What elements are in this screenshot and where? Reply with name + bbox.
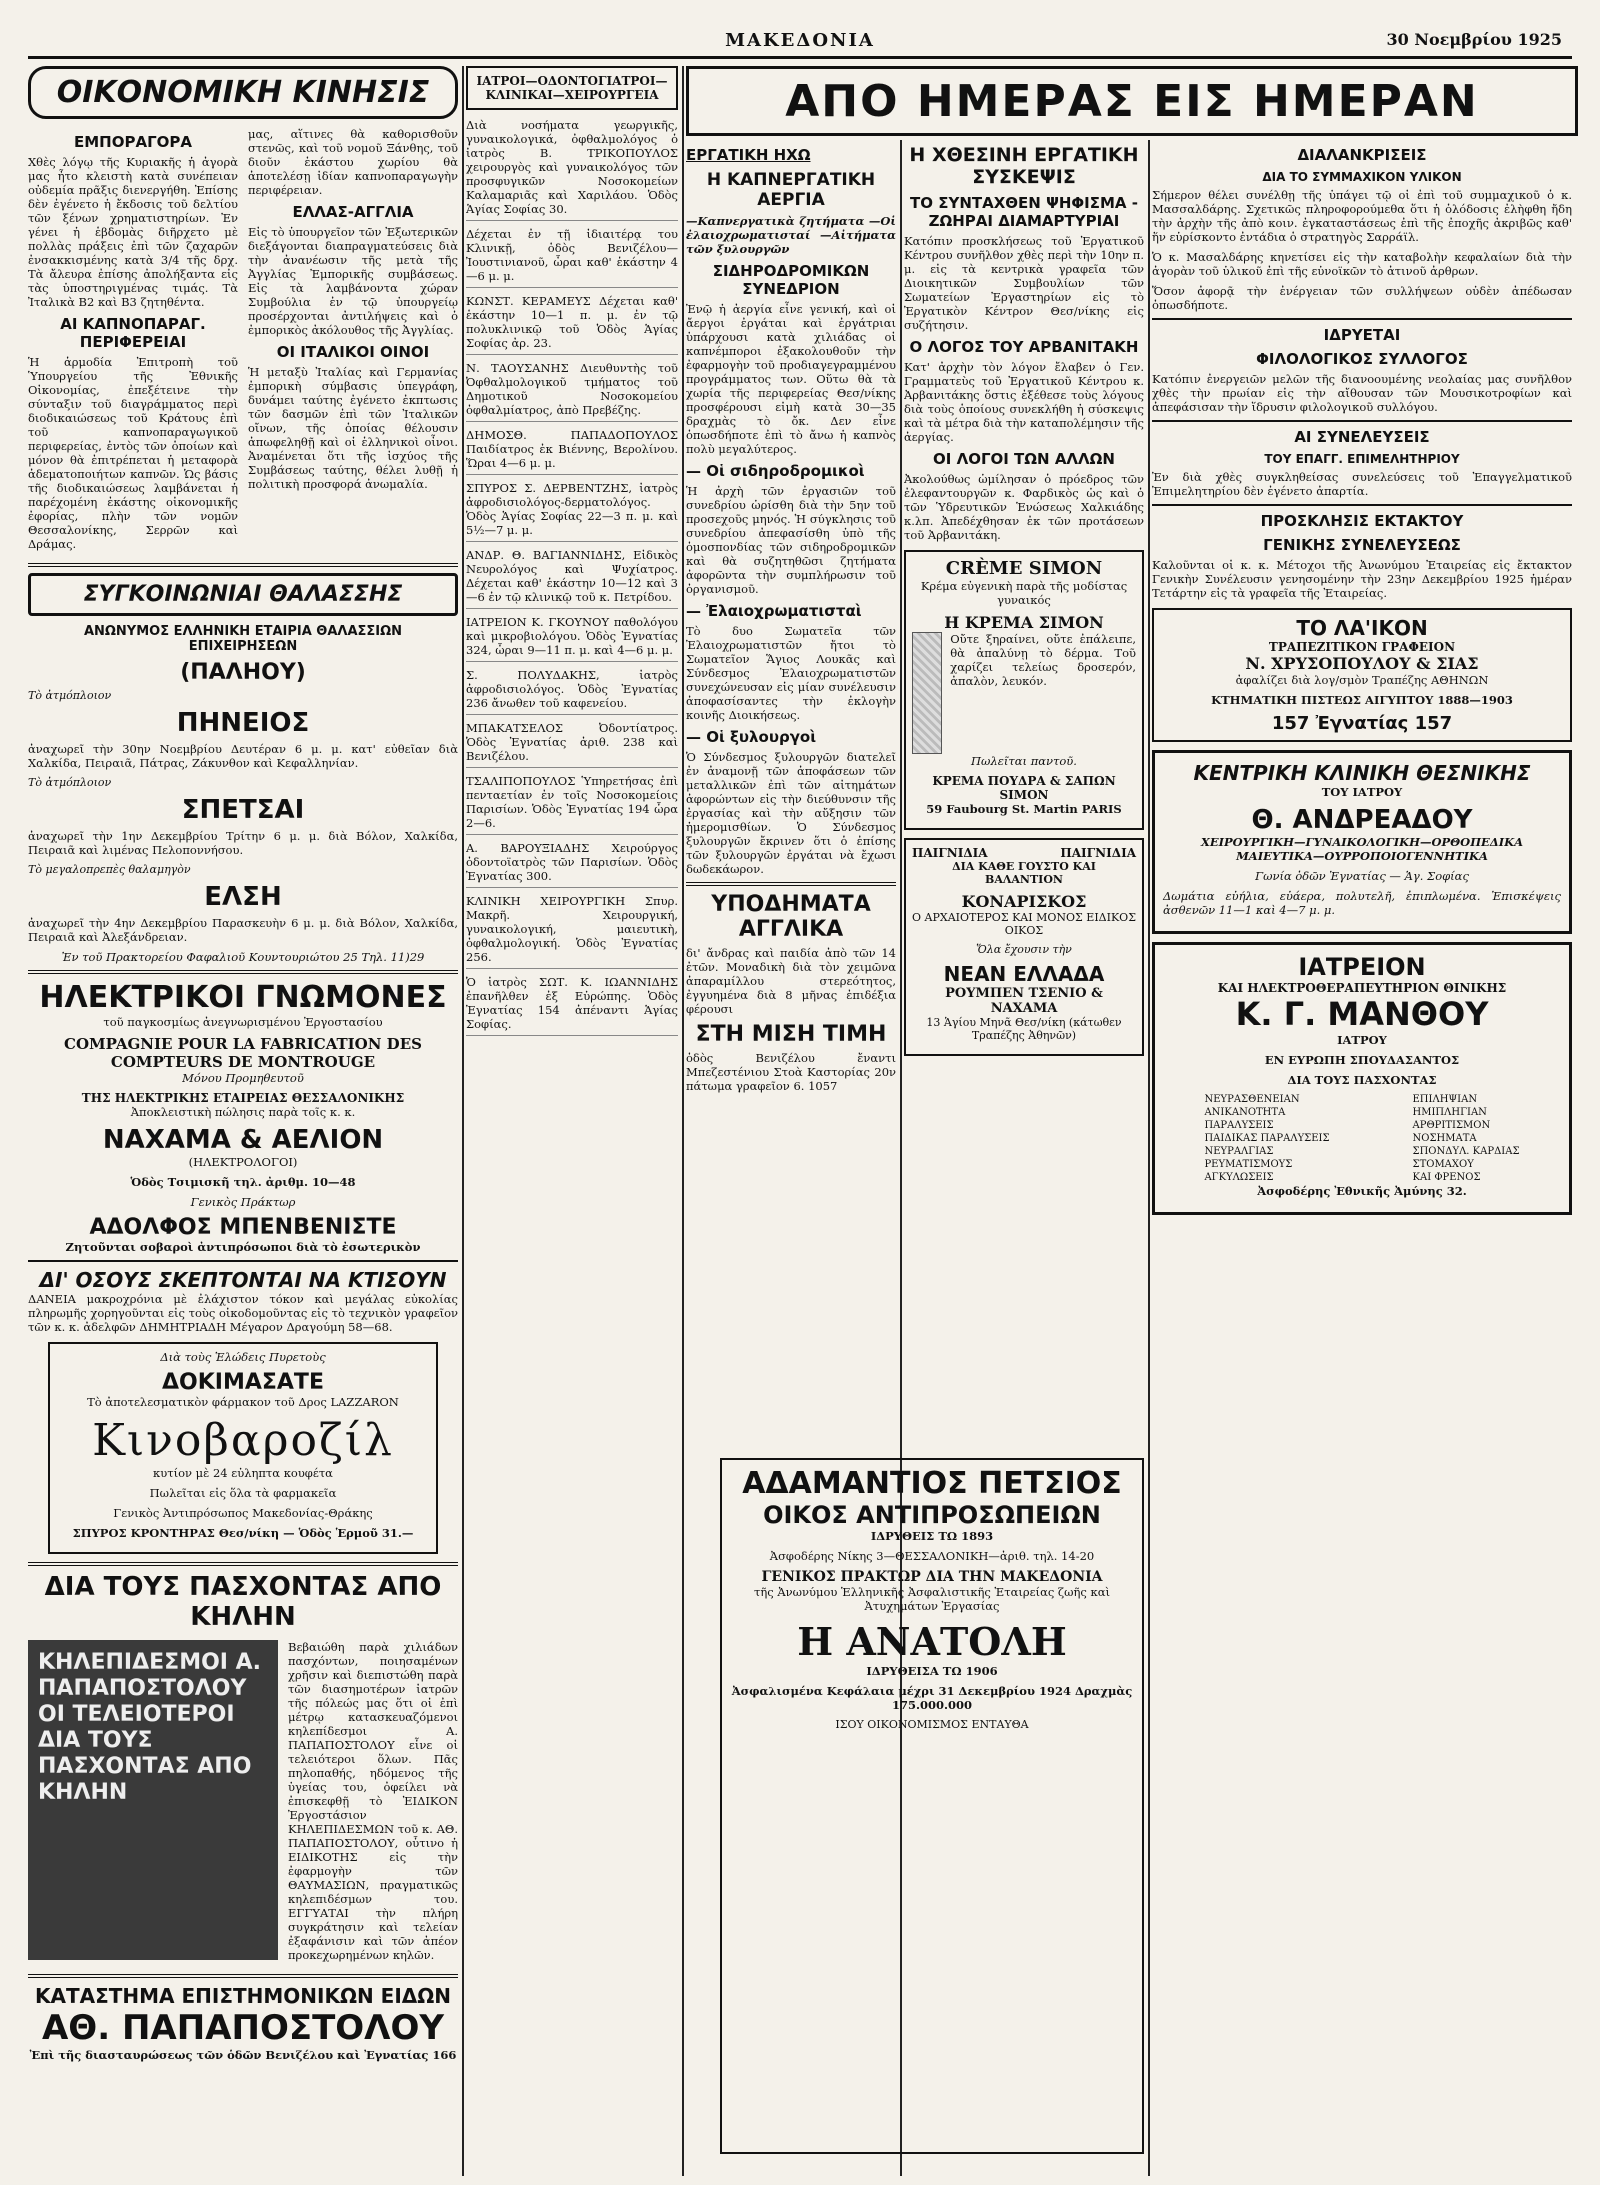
tobacco-regions-heading: ΑΙ ΚΑΠΝΟΠΑΡΑΓ. ΠΕΡΙΦΕΡΕΙΑΙ: [60, 315, 206, 351]
condition-item: ΕΠΙΛΗΨΙΑΝ: [1412, 1094, 1478, 1105]
emporagora-heading: ΕΜΠΟΡΑΓΟΡΑ: [74, 133, 192, 151]
toys-right: ΠΑΙΓΝΙΔΙΑ: [1060, 846, 1136, 860]
ship-pineios: ΠΗΝΕΙΟΣ: [176, 708, 310, 738]
builders-heading: ΔΙ' ΟΣΟΥΣ ΣΚΕΠΤΟΝΤΑΙ ΝΑ ΚΤΙΣΟΥΝ: [39, 1268, 447, 1292]
condition-item: ΠΑΙΔΙΚΑΣ ΠΑΡΑΛΥΣΕΙΣ: [1204, 1133, 1330, 1144]
clocks-general-agent-label: Γενικὸς Πράκτωρ: [190, 1195, 296, 1209]
condition-item: ΝΕΥΡΑΣΘΕΝΕΙΑΝ: [1204, 1094, 1300, 1105]
kinovarozil-ad: [48, 1342, 438, 1554]
sea-transport-header: ΣΥΓΚΟΙΝΩΝΙΑΙ ΘΑΛΑΣΣΗΣ: [28, 573, 458, 616]
clocks-corporation: ΤΗΣ ΗΛΕΚΤΡΙΚΗΣ ΕΤΑΙΡΕΙΑΣ ΘΕΣΣΑΛΟΝΙΚΗΣ: [81, 1091, 405, 1105]
iatreion-studies: ΕΝ ΕΥΡΩΠΗ ΣΠΟΥΔΑΣΑΝΤΟΣ: [1264, 1053, 1460, 1067]
creme-simon-greek: Η ΚΡΕΜΑ ΣΙΜΟΝ: [944, 613, 1104, 632]
hernia-heading: ΔΙΑ ΤΟΥΣ ΠΑΣΧΟΝΤΑΣ ΑΠΟ ΚΗΛΗΝ: [44, 1572, 442, 1632]
petsios-rep: ΓΕΝΙΚΟΣ ΠΡΑΚΤΩΡ ΔΙΑ ΤΗΝ ΜΑΚΕΔΟΝΙΑ: [761, 1569, 1103, 1585]
clinic-doctor: Θ. ΑΝΔΡΕΑΔΟΥ: [1251, 805, 1473, 835]
economy-column: [28, 66, 458, 2176]
toys-address: 13 Ἁγίου Μηνᾶ Θεσ/νίκη (κάτωθεν Τραπέζης Ἀθηνῶν): [926, 1016, 1122, 1042]
ship-label: Τὸ μεγαλοπρεπὲς θαλαμηγὸν: [28, 863, 191, 876]
literary-society-text: Κατόπιν ἐνεργειῶν μελῶν τῆς διανοουμένης νεολαίας μας συνῆλθον χθὲς τὴν πρωίαν εἰς τὴν αἴθουσαν τῶν Μουσικοτροφίων καὶ ἀπεφάσισαν τὴν ἵδρυσιν φιλολογικοῦ συλλόγου.: [1152, 372, 1572, 414]
condition-item: ΡΕΥΜΑΤΙΣΜΟΥΣ: [1204, 1159, 1293, 1170]
ship-elsi: ΕΛΣΗ: [204, 882, 282, 912]
negotiations-text-1: Σήμερον θέλει συνέλθῃ τῆς ὑπάγει τῷ οἱ ἐπὶ τοῦ συμμαχικοῦ ὁ κ. Μασσαλδάρης. Σχετικῶς πληροφορούμεθα ὅτι ἡ ὁλόδοσις ἐλὴφθη ἤδη τὴν ἀρχὴν τῆς ἀπὸ κοιν. ἐγκαταστάσεως ἐπὶ τῆς ἐποχῆς ἀκριβῶς καθ' ἥν εὑρίσκοντο ἐντάδια ὁ στρατηγὸς Σαρράϊλ.: [1152, 188, 1572, 244]
ship-label: Τὸ ἀτμόπλοιον: [28, 689, 112, 702]
labour-meeting-title: Η ΧΘΕΣΙΝΗ ΕΡΓΑΤΙΚΗ ΣΥΣΚΕΨΙΣ: [909, 144, 1139, 188]
tobacco-subtitles: —Καπνεργατικὰ ζητήματα —Οἱ ἐλαιοχρωματισταί —Αἰτήματα τῶν ξυλουργῶν: [686, 214, 896, 256]
greece-england-heading: ΕΛΛΑΣ-ΑΓΓΛΙΑ: [292, 203, 414, 221]
italian-wines-text: Ἡ μεταξὺ Ἰταλίας καὶ Γερμανίας ἐμπορικὴ σύμβασις ὑπεγράφη, δυνάμει ταύτης ἐγένετο ἐκπτωσις τῶν δασμῶν ἐπὶ τῶν Ἰταλικῶν οἴνων, τῆς ὁποίας θέλουσιν ἀπωφεληθῇ καὶ οἱ ἑλληνικοὶ οἶνοι. Ἀναμένεται ὅτι τῆς ἰσχύος τῆς Συμβάσεως ταύτης, θέλει λυθῇ ἡ πολιτικὴ προσφορά ἀνωμαλία.: [248, 365, 458, 491]
doctor-entry: ΣΠΥΡΟΣ Σ. ΔΕΡΒΕΝΤΖΗΣ, ἰατρὸς ἀφροδισιολόγος-δερματολόγος. Ὁδὸς Ἁγίας Σοφίας 22—3 π. μ. καὶ 5½—7 μ. μ.: [466, 481, 678, 542]
creme-simon-title: CRÈME SIMON: [945, 558, 1103, 579]
electric-clocks-heading: ΗΛΕΚΤΡΙΚΟΙ ΓΝΩΜΟΝΕΣ: [39, 980, 447, 1015]
conditions-list-left: [1204, 1093, 1329, 1184]
creme-simon-text: Οὔτε ξηραίνει, οὔτε ἐπάλειπε, θὰ ἀπαλύνῃ τὸ δέρμα. Τοῦ χαρίζει τελείως δροσερόν, ἀπαλὸν, λευκόν.: [950, 632, 1136, 688]
condition-item: ΝΕΥΡΑΛΓΙΑΣ: [1204, 1146, 1274, 1157]
english-shoes-text: δι' ἄνδρας καὶ παιδία ἀπὸ τῶν 14 ἐτῶν. Μοναδικὴ διὰ τὸν χειμῶνα ἀπαραμίλλου στερεότητος, ἐγγυημένα διὰ 8 μῆνας ἐπιδέξια φέρουσι: [686, 946, 896, 1016]
creme-simon-sell: Πωλεῖται παντοῦ.: [971, 754, 1077, 768]
meetings-text: Ἐν διὰ χθὲς συγκληθείσας συνελεύσεις τοῦ Ἐπαγγελματικοῦ Ἐπιμελητηρίου δὲν ἐγένετο ἀπαρτία.: [1152, 470, 1572, 498]
doctors-heading: ΙΑΤΡΟΙ—ΟΔΟΝΤΟΓΙΑΤΡΟΙ—ΚΛΙΝΙΚΑΙ—ΧΕΙΡΟΥΡΓΕΙΑ: [466, 66, 678, 110]
laikon-bank-ad: [1152, 608, 1572, 742]
central-clinic-ad: [1152, 750, 1572, 934]
toys-have: Ὅλα ἔχουσιν τὴν: [976, 943, 1072, 956]
doctor-entry: ΜΠΑΚΑΤΣΕΛΟΣ Ὀδοντίατρος. Ὁδὸς Ἐγνατίας ἀριθ. 238 καὶ Βενιζέλου.: [466, 721, 678, 768]
column-divider: [462, 66, 464, 2176]
laikon-line: ΚΤΗΜΑΤΙΚΗ ΠΙΣΤΕΩΣ ΑΙΓΥΠΤΟΥ 1888—1903: [1211, 693, 1513, 707]
toys-name: ΚΟΝΑΡΙΣΚΟΣ: [961, 892, 1087, 911]
clocks-subtitle: τοῦ παγκοσμίως ἀνεγνωρισμένου Ἐργοστασίου: [103, 1015, 383, 1029]
manthou-clinic-ad: [1152, 942, 1572, 1215]
carpenters-subhead: — Οἱ ξυλουργοὶ: [686, 728, 817, 746]
clinic-by: ΤΟΥ ΙΑΤΡΟΥ: [1321, 785, 1403, 799]
condition-item: ΑΡΘΡΙΤΙΣΜΟΝ: [1412, 1120, 1491, 1131]
doctor-entry: ΚΛΙΝΙΚΗ ΧΕΙΡΟΥΡΓΙΚΗ Σπυρ. Μακρῆ. Χειρουργική, γυναικολογική, μαιευτικὴ, ὀφθαλμολογική. Ὁδὸς Ἐγνατίας 256.: [466, 894, 678, 969]
creme-simon-brand: ΚΡΕΜΑ ΠΟΥΔΡΑ & ΣΑΠΩΝ SIMON: [932, 774, 1116, 802]
laikon-text: ἀφαλίζει διὰ λογ/σμὸν Τραπέζης ΑΘΗΝΩΝ: [1235, 673, 1489, 687]
shipping-company: ΑΝΩΝΥΜΟΣ ΕΛΛΗΝΙΚΗ ΕΤΑΙΡΙΑ ΘΑΛΑΣΣΙΩΝ ΕΠΙΧΕΙΡΗΣΕΩΝ: [83, 624, 403, 654]
doctor-entry: Ν. ΤΑΟΥΣΑΝΗΣ Διευθυντὴς τοῦ Ὀφθαλμολογικοῦ τμήματος τοῦ Δημοτικοῦ Νοσοκομείου ὀφθαλμίατρος, ἀπὸ Πρεβέζης.: [466, 361, 678, 422]
condition-item: ΝΟΣΗΜΑΤΑ: [1412, 1133, 1477, 1144]
condition-item: ΗΜΙΠΛΗΓΙΑΝ: [1412, 1107, 1487, 1118]
clinic-address: Γωνία ὁδῶν Ἐγνατίας — Ἁγ. Σοφίας: [1255, 869, 1469, 883]
italian-wines-heading: ΟΙ ΙΤΑΛΙΚΟΙ ΟΙΝΟΙ: [276, 343, 430, 361]
general-meeting-text: Καλοῦνται οἱ κ. κ. Μέτοχοι τῆς Ἀνωνύμου Ἐταιρείας εἰς ἔκτακτον Γενικὴν Συνέλευσιν γενησομένην τὴν 23ην Δεκεμβρίου 1925 ἡμέραν Τετάρτην εἰς τὰ γραφεῖα τῆς Ἐταιρείας.: [1152, 558, 1572, 600]
clocks-dealer: ΝΑΧΑΜΑ & ΑΕΛΙΟΝ: [102, 1125, 384, 1155]
meetings-sub: ΤΟΥ ΕΠΑΓΓ. ΕΠΙΜΕΛΗΤΗΡΙΟΥ: [1264, 452, 1460, 466]
petsios-address: Ἀσφοδέρης Νίκης 3—ΘΕΣΣΑΛΟΝΙΚΗ—ἀριθ. τηλ. 14-20: [769, 1549, 1095, 1563]
condition-item: ΚΑΙ ΦΡΕΝΟΣ: [1412, 1172, 1481, 1183]
general-meeting-heading: ΠΡΟΣΚΛΗΣΙΣ ΕΚΤΑΚΤΟΥ: [1260, 512, 1464, 530]
arvanitakis-speech-heading: Ο ΛΟΓΟΣ ΤΟΥ ΑΡΒΑΝΙΤΑΚΗ: [909, 338, 1139, 356]
painters-text: Τὸ δυο Σωματεῖα τῶν Ἐλαιοχρωματιστῶν ἤτοι τὸ Σωματεῖον Ἅγιος Λουκᾶς καὶ Σύνδεσμος Ἐλαιοχρωματιστῶν συνεχώνευσαν εἰς μίαν συνέλευσιν ἀποφασίσαντες τὴν ἐκλογὴν κοινῆς Διοικήσεως.: [686, 624, 896, 722]
creme-simon-sub: Κρέμα εὐγενικὴ παρὰ τῆς μοδίστας γυναικός: [920, 579, 1128, 607]
carpenters-text: Ὁ Σύνδεσμος ξυλουργῶν διατελεῖ ἐν ἀναμονῇ τῶν ἀποφάσεων τῶν μεταλλικῶν ἐπὶ τῶν αἰτημάτων ἀφορώντων εἰς τὴν διεύθυνσιν τῆς ἐργασίας καὶ τὴν αὔξησιν τῶν ἡμερομισθίων. Ὁ Σύνδεσμος ξυλουργῶν ἔκρινεν ὅτι ὁ ἐπίσης τῶν ξυλουργῶν ἐργάται νὰ ἔχωσι δωδεκάωρον.: [686, 750, 896, 876]
hernia-truss-illustration: ΚΗΛΕΠΙΔΕΣΜΟΙ Α. ΠΑΠΑΠΟΣΤΟΛΟΥ ΟΙ ΤΕΛΕΙΟΤΕΡΟΙ ΔΙΑ ΤΟΥΣ ΠΑΣΧΟΝΤΑΣ ΑΠΟ ΚΗΛΗΝ: [28, 1640, 278, 1960]
founded-heading: ΙΔΡΥΕΤΑΙ: [1323, 326, 1401, 344]
toys-ad: [904, 838, 1144, 1056]
other-speeches-heading: ΟΙ ΛΟΓΟΙ ΤΩΝ ΑΛΛΩΝ: [933, 450, 1115, 468]
doctor-entry: Α. ΒΑΡΟΥΞΙΑΔΗΣ Χειρούργος ὀδοντοϊατρὸς τῶν Παρισίων. Ὁδὸς Ἐγνατίας 300.: [466, 841, 678, 888]
anatoli-est: ΙΔΡΥΘΕΙΣΑ ΤΩ 1906: [866, 1664, 998, 1678]
column-divider: [1148, 140, 1150, 2176]
petsios-subtitle: ΟΙΚΟΣ ΑΝΤΙΠΡΟΣΩΠΕΙΩΝ: [763, 1501, 1101, 1529]
woman-mirror-illustration: [912, 632, 942, 754]
negotiations-text-2: Ὁ κ. Μασαλδάρης κηνετίσει εἰς τὴν καταβολὴν κεφαλαίων διὰ τὴν ἀγορὰν τοῦ ὑλικοῦ ἐπὶ τῆς εὐνοϊκῶν τὸ ἀτινοῦ ἀρθρων.: [1152, 250, 1572, 278]
iatreion-address: Ἀσφοδέρης Ἐθνικῆς Ἀμύνης 32.: [1257, 1184, 1467, 1198]
ship-spetsai-schedule: ἀναχωρεῖ τὴν 1ην Δεκεμβρίου Τρίτην 6 μ. μ. διὰ Βόλον, Χαλκίδα, Πειραιᾶ καὶ λιμένας Πελοποννήσου.: [28, 829, 458, 857]
other-speeches-text: Ἀκολούθως ὡμίλησαν ὁ πρόεδρος τῶν ἐλεφαντουργῶν κ. Φαρδικὸς ὡς καὶ ὁ τῶν Ὑδρευτικῶν Ἑνώσεως Χαλκιάδης κ.λπ. Ἀπεδέχθησαν ἐκ τῶν προτάσεων τοῦ Ἀρβανιτάκη.: [904, 472, 1144, 542]
negotiations-sub: ΔΙΑ ΤΟ ΣΥΜΜΑΧΙΚΟΝ ΥΛΙΚΟΝ: [1262, 170, 1462, 184]
clinic-title: ΚΕΝΤΡΙΚΗ ΚΛΙΝΙΚΗ ΘΕΣΝΙΚΗΣ: [1193, 761, 1531, 785]
tobacco-regions-text: Ἡ ἁρμοδία Ἐπιτροπὴ τοῦ Ὑπουργείου τῆς Ἐθνικῆς Οἰκονομίας, ἐπεξέτεινε τὴν σύνταξιν τοῦ διαγράμματος περὶ διοδικαιώσεως τοῦ Κράτους ἐπὶ τοῦ καπνοπαραγωγικοῦ περιφερείας, ἐντὸς τῶν ὁποίων καὶ μόνον θὰ ἐπιτρέπεται ἡ μεταφορὰ ἀδεματοποιήτων καπνῶν. Ὡς βάσις τῆς διοδικαιώσεως λαμβάνεται ἡ παρέχομένη ἐκάστης οἰκονομικῆς ἐφορίας, πλὴν τῶν νομῶν Θεσσαλονίκης, Σερρῶν καὶ Δράμας.: [28, 355, 238, 551]
scientific-store-name: ΑΘ. ΠΑΠΑΠΟΣΤΟΛΟΥ: [41, 2008, 445, 2048]
kino-pack: κυτίον μὲ 24 εὐληπτα κουφέτα: [153, 1466, 333, 1480]
doctor-entry: ΤΣΑΛΙΠΟΠΟΥΛΟΣ Ὑπηρετήσας ἐπὶ πενταετίαν ἐν τοῖς Νοσοκομείοις Παρισίων. Ὁδὸς Ἐγνατίας 194 ὧρα 2—6.: [466, 774, 678, 835]
issue-date: 30 Νοεμβρίου 1925: [1386, 30, 1562, 49]
creme-simon-ad: [904, 550, 1144, 830]
negotiations-text-3: Ὅσον ἀφορᾷ τὴν ἐνέργειαν τῶν συλλήψεων οὐδὲν ἀπέδωσαν ὁπωσδήποτε.: [1152, 284, 1572, 312]
greece-england-text: Εἰς τὸ ὑπουργεῖον τῶν Ἐξωτερικῶν διεξάγονται διαπραγματεύσεις διὰ τὴν ἀνανέωσιν τῆς μετὰ τῆς Ἀγγλίας Ἐμπορικῆς συμβάσεως. Εἰς τὰ λαμβάνοντα χώραν Συμβούλια ἐν τῷ ὑπουργείῳ προσέρχονται ἀντιλήψεις καὶ ὁ ἐμπορικὸς ἀκόλουθος τῆς Ἀγγλίας.: [248, 225, 458, 337]
doctor-entry: Διὰ νοσήματα γεωργικῆς, γυναικολογικά, ὀφθαλμολόγος ὁ ἰατρὸς Β. ΤΡΙΚΟΠΟΥΛΟΣ χειρουργὸς καὶ γυναικολόγος τῶν προσφυγικῶν Νοσοκομείων Καλαμαριᾶς καὶ Χαριλάου. Ὁδὸς Ἁγίας Σοφίας 30.: [466, 118, 678, 221]
kino-product: Κινοβαροζίλ: [92, 1415, 394, 1466]
iatreion-role: ΙΑΤΡΟΥ: [1337, 1033, 1387, 1047]
doctor-entry: ΙΑΤΡΕΙΟΝ Κ. ΓΚΟΥΝΟΥ παθολόγου καὶ μικροβιολόγου. Ὁδὸς Ἐγνατίας 324, ὧραι 9—11 π. μ. καὶ 4—6 μ. μ.: [466, 615, 678, 662]
laikon-sub: ΤΡΑΠΕΖΙΤΙΚΟΝ ΓΡΑΦΕΙΟΝ: [1268, 640, 1456, 654]
tobacco-text: Ἐνῷ ἡ ἀεργία εἶνε γενική, καὶ οἱ ἄεργοι ἐργάται καὶ ἐργάτριαι ὑπάρχουσι κατὰ χιλιάδας οἱ καπνέμποροι ἐξακολουθοῦν τὴν ἐφαρμογὴν τοῦ προδιαγεγραμμένου προγράμματος των. Οὕτω θὰ τὰ χωρία τῆς περιφερείας Θεσ/νίκης προσφέρουσι εἰμὴ κατὰ 30—35 δραχμὰς τὸ ὄκ. Δεν εἶνε ὁπωσδήποτε ἐπὶ τὸ ἄνω ἡ καπνὸς πολὺ μεγαλύτερος.: [686, 302, 896, 456]
iatreion-doctor: Κ. Γ. ΜΑΝΘΟΥ: [1235, 995, 1489, 1033]
clinic-specialties: ΧΕΙΡΟΥΡΓΙΚΗ—ΓΥΝΑΙΚΟΛΟΓΙΚΗ—ΟΡΘΟΠΕΔΙΚΑ ΜΑΙΕΥΤΙΚΑ—ΟΥΡΡΟΠΟΙΟΓΕΝΝΗΤΙΚΑ: [1200, 835, 1524, 863]
toys-line: ΔΙΑ ΚΑΘΕ ΓΟΥΣΤΟ ΚΑΙ ΒΑΛΑΝΤΙΟΝ: [952, 860, 1096, 886]
clocks-seeking-reps: Ζητοῦνται σοβαροὶ ἀντιπρόσωποι διὰ τὸ ἐσωτερικὸν: [65, 1240, 421, 1254]
hernia-text: Βεβαιώθη παρὰ χιλιάδων πασχόντων, ποιησαμένων χρῆσιν καὶ διεπιστώθη παρὰ τῶν διασημοτέρων ἰατρῶν τῆς πόλεώς μας ὅτι οἱ ἐπὶ μέτρῳ κατασκευαζόμενοι κηλεπίδεσμοι Α. ΠΑΠΑΠΟΣΤΟΛΟΥ εἶνε οἱ τελειότεροι ὅλων. Πᾶς πηλοπαθής, ηδόμενος τῆς ὑγείας του, ὀφείλει νὰ ἐπισκεφθῇ τὸ ἘΙΔΙΚΟΝ Ἐργοστάσιον ΚΗΛΕΠΙΔΕΣΜΩΝ τοῦ κ. ΑΘ. ΠΑΠΑΠΟΣΤΟΛΟΥ, οὗτινο ἡ ΕΙΔΙΚΟΤΗΣ εἰς τὴν ἐφαρμογὴν τῶν ΘΑΥΜΑΣΙΩΝ, πραγματικῶς κηλεπιδέσμων του. ΕΓΓΥΑΤΑΙ τὴν πλήρη συγκράτησιν καὶ τελείαν ἐξαφάνισιν καὶ τῶν ἀπέον προκεχωρημένων κηλῶν.: [288, 1640, 458, 1962]
doctor-entry: Σ. ΠΟΛΥΔΑΚΗΣ, ἰατρὸς ἀφροδισιολόγος. Ὁδὸς Ἐγνατίας 236 ἄνωθεν τοῦ καφενείου.: [466, 668, 678, 715]
doctor-entry: Δέχεται ἐν τῇ ἰδιαιτέρᾳ του Κλινικῇ, ὁδὸς Βενιζέλου—Ἰουστινιανοῦ, ὧραι καθ' ἑκάστην 4—6 μ. μ.: [466, 227, 678, 288]
labour-echo-tag: ΕΡΓΑΤΙΚΗ ΗΧΩ: [686, 146, 811, 164]
column-divider: [682, 66, 684, 2176]
petsios-footer: ΙΣΟΥ ΟΙΚΟΝΟΜΙΣΜΟΣ ΕΝΤΑΥΘΑ: [835, 1718, 1029, 1731]
condition-item: ΑΝΙΚΑΝΟΤΗΤΑ: [1204, 1107, 1286, 1118]
ship-spetsai: ΣΠΕΤΣΑΙ: [181, 795, 305, 825]
condition-item: ΣΠΟΝΔΥΛ. ΚΑΡΔΙΑΣ: [1412, 1146, 1520, 1157]
kino-top: Διὰ τοὺς Ἑλώδεις Πυρετοὺς: [160, 1350, 326, 1364]
iatreion-sub: ΚΑΙ ΗΛΕΚΤΡΟΘΕΡΑΠΕΥΤΗΡΙΟΝ ΘΙΝΙΚΗΣ: [1217, 981, 1507, 995]
doctor-entry: ΑΝΔΡ. Θ. ΒΑΓΙΑΝΝΙΔΗΣ, Εἰδικὸς Νευρολόγος καὶ Ψυχίατρος. Δέχεται καθ' ἑκάστην 10—12 καὶ 3—6 ἐν τῷ κλινικῷ τοῦ κ. Πετρίδου.: [466, 548, 678, 609]
tobacco-unemployment-title: Η ΚΑΠΝΕΡΓΑΤΙΚΗ ΑΕΡΓΙΑ: [706, 170, 876, 210]
toys-owners: ΡΟΥΜΠΕΝ ΤΣΕΝΙΟ & ΝΑΧΑΜΑ: [945, 986, 1103, 1016]
notices-column: [1152, 140, 1572, 2176]
labour-meeting-text: Κατόπιν προσκλήσεως τοῦ Ἐργατικοῦ Κέντρου συνῆλθον χθὲς περὶ τὴν 10ην π. μ. εἰς τὰ κεντρικὰ γραφεῖα τῶν Διοικητικῶν Συμβουλίων τῶν Σωματείων Ἐργαστηρίων εἰς τὸ Ἐργατικὸν Κέντρον Θεσ/νίκης εἰς συζήτησιν.: [904, 234, 1144, 332]
meetings-heading: ΑΙ ΣΥΝΕΛΕΥΣΕΙΣ: [1294, 428, 1430, 446]
toys-shop: ΝΕΑΝ ΕΛΛΑΔΑ: [943, 962, 1105, 986]
petsios-est: ΙΔΡΥΘΕΙΣ ΤΩ 1893: [870, 1529, 994, 1543]
arvanitakis-speech-text: Κατ' ἀρχὴν τὸν λόγον ἔλαβεν ὁ Γεν. Γραμματεὺς τοῦ Ἐργατικοῦ Κέντρου κ. Ἀρβανιτάκης ὅστις ἐξέθεσε τοὺς λόγους διὰ τοὺς ὁποίους συνεκλήθη ἡ σύσκεψις καὶ τὰ μέτρα διὰ τὴν καταπολέμησιν τῆς ἀεργίας.: [904, 360, 1144, 444]
petsios-rep2: τῆς Ἀνωνύμου Ἑλληνικῆς Ἀσφαλιστικῆς Ἑταιρείας ζωῆς καὶ Ἀτυχημάτων Ἐργασίας: [754, 1585, 1110, 1613]
scientific-store-heading: ΚΑΤΑΣΤΗΜΑ ΕΠΙΣΤΗΜΟΝΙΚΩΝ ΕΙΔΩΝ: [35, 1984, 451, 2008]
tobacco-regions-continued: μας, αἵτινες θὰ καθορισθοῦν στενῶς, καὶ τοῦ νομοῦ Ξάνθης, τοῦ διοῦν ἑκάστου χωρίου θὰ ἀποτελέσῃ ἰδίαν καπνοπαραγωγὴν περιφέρειαν.: [248, 127, 458, 197]
doctors-column: [466, 66, 678, 1496]
builders-text: ΔΑΝΕΙΑ μακροχρόνια μὲ ἐλάχιστον τόκον καὶ μεγάλας εὐκολίας πληρωμῆς χορηγοῦνται εἰς τοὺς οἰκοδομοῦντας εἰς τὸ τεχνικὸν γραφεῖον τῶν κ. κ. ἀδελφῶν ΔΗΜΗΤΡΙΑΔΗ Μέγαρον Δραγούμη 58—68.: [28, 1292, 458, 1334]
masthead: [28, 30, 1572, 59]
condition-item: ΑΓΚΥΛΩΣΕΙΣ: [1204, 1172, 1274, 1183]
scientific-store-address: Ἐπὶ τῆς διασταυρώσεως τῶν ὁδῶν Βενιζέλου καὶ Ἐγνατίας 166: [29, 2048, 457, 2062]
laikon-title: ΤΟ ΛΑ'ΙΚΟΝ: [1296, 616, 1428, 640]
doctor-entry: Ὁ ἰατρὸς ΣΩΤ. Κ. ΙΩΑΝΝΙΔΗΣ ἐπανῆλθεν ἐξ Εὐρώπης. Ὁδὸς Ἐγνατίας 154 ἀπέναντι Ἁγίας Σοφίας.: [466, 975, 678, 1036]
creme-simon-address: 59 Faubourg St. Martin PARIS: [926, 802, 1122, 816]
iatreion-for: ΔΙΑ ΤΟΥΣ ΠΑΣΧΟΝΤΑΣ: [1287, 1073, 1437, 1087]
ship-elsi-schedule: ἀναχωρεῖ τὴν 4ην Δεκεμβρίου Παρασκευὴν 6 μ. μ. διὰ Βόλον, Χαλκίδα, Πειραιᾶ καὶ Ἀλεξάνδρειαν.: [28, 916, 458, 944]
english-shoes-address: ὁδὸς Βενιζέλου ἔναντι Μπεζεστένιου Στοὰ Καστορίας 20ν πάτωμα γραφεῖον 6. 1057: [686, 1051, 896, 1093]
newspaper-title: ΜΑΚΕΔΟΝΙΑ: [725, 30, 875, 51]
clocks-supplier: Μόνου Προμηθευτοῦ: [182, 1071, 304, 1085]
laikon-address: 157 Ἐγνατίας 157: [1271, 713, 1453, 734]
labour-meeting-column: [904, 140, 1144, 1440]
negotiations-heading: ΔΙΑΛΑΝΚΡΙΣΕΙΣ: [1297, 146, 1427, 164]
anatoli-capital: Ἀσφαλισμένα Κεφάλαια μέχρι 31 Δεκεμβρίου 1924 Δραχμὰς 175.000.000: [731, 1684, 1133, 1712]
iatreion-title: ΙΑΤΡΕΙΟΝ: [1298, 953, 1426, 981]
emporagora-text: Χθὲς λόγῳ τῆς Κυριακῆς ἡ ἀγορὰ μας ἦτο κλειστὴ κατὰ συνέπειαν οὐδεμία πρᾶξις διενεργήθη. Ἐπίσης δὲν ἐγένετο ἡ ἔκδοσις τοῦ δελτίου τῶν ξένων χρηματιστηρίων. Ἐν γένει ἡ ἑβδομὰς διῆρχετο μὲ πολλὰς πράξεις ἐπὶ τῶν ζαχαρῶν ἐνσακκισμένης κατὰ 3/4 τῆς δρχ. Τὰ ἄλευρα ἐπίσης ἀπολήξαντα εἰς τὰς ὑποστηριγμένας τιμάς. Τὰ Ἰταλικὰ Β2 καὶ Β3 ζητηθέντα.: [28, 155, 238, 309]
condition-item: ΣΤΟΜΑΧΟΥ: [1412, 1159, 1474, 1170]
doctors-list: [466, 118, 678, 1036]
laikon-names: Ν. ΧΡΥΣΟΠΟΥΛΟΥ & ΣΙΑΣ: [1245, 654, 1479, 673]
clocks-address: Ὁδὸς Τσιμισκῆ τηλ. ἀριθμ. 10—48: [130, 1175, 356, 1189]
toys-house: Ο ΑΡΧΑΙΟΤΕΡΟΣ ΚΑΙ ΜΟΝΟΣ ΕΙΔΙΚΟΣ ΟΙΚΟΣ: [912, 911, 1136, 937]
clocks-sale: Ἀποκλειστικὴ πώλησις παρὰ τοῖς κ. κ.: [130, 1105, 356, 1119]
economy-section-header: ΟΙΚΟΝΟΜΙΚΗ ΚΙΝΗΣΙΣ: [28, 66, 458, 119]
kino-agent: ΣΠΥΡΟΣ ΚΡΟΝΤΗΡΑΣ Θεσ/νίκη — Ὁδὸς Ἑρμοῦ 31.—: [72, 1526, 414, 1540]
ship-pineios-schedule: ἀναχωρεῖ τὴν 30ην Νοεμβρίου Δευτέραν 6 μ. μ. κατ' εὐθεῖαν διὰ Χαλκίδα, Πειραιᾶ, Πάτρας, Ζάκυνθον καὶ Κεφαλληνίαν.: [28, 742, 458, 770]
shipping-company-short: (ΠΑΛΗΟΥ): [180, 660, 306, 685]
petsios-title: ΑΔΑΜΑΝΤΙΟΣ ΠΕΤΣΙΟΣ: [742, 1466, 1122, 1501]
labour-meeting-subtitle: ΤΟ ΣΥΝΤΑΧΘΕΝ ΨΗΦΙΣΜΑ - ΖΩΗΡΑΙ ΔΙΑΜΑΡΤΥΡΙΑΙ: [910, 194, 1138, 230]
kino-rep: Γενικὸς Ἀντιπρόσωπος Μακεδονίας-Θράκης: [113, 1506, 373, 1520]
doctor-entry: ΚΩΝΣΤ. ΚΕΡΑΜΕΥΣ Δέχεται καθ' ἑκάστην 10—1 π. μ. ἐν τῷ πολυκλινικῷ τοῦ Ὁδὸς Ἁγίας Σοφίας ἀρ. 23.: [466, 294, 678, 355]
railway-subhead: — Οἱ σιδηροδρομικοὶ: [686, 462, 865, 480]
literary-society: ΦΙΛΟΛΟΓΙΚΟΣ ΣΥΛΛΟΓΟΣ: [1256, 350, 1468, 368]
shipping-agent: Ἐν τοῦ Πρακτορείου Φαφαλιοῦ Κουντουριώτου 25 Τηλ. 11)29: [61, 950, 425, 964]
toys-left: ΠΑΙΓΝΙΔΙΑ: [912, 846, 988, 860]
doctor-entry: ΔΗΜΟΣΘ. ΠΑΠΑΔΟΠΟΥΛΟΣ Παιδίατρος ἐκ Βιέννης, Βερολίνου. Ὥραι 4—6 μ. μ.: [466, 428, 678, 475]
kino-where: Πωλεῖται εἰς ὅλα τὰ φαρμακεῖα: [149, 1486, 337, 1500]
painters-subhead: — Ἐλαιοχρωματισταὶ: [686, 602, 862, 620]
half-price: ΣΤΗ ΜΙΣΗ ΤΙΜΗ: [695, 1022, 887, 1047]
railway-congress-heading: ΣΙΔΗΡΟΔΡΟΜΙΚΩΝ ΣΥΝΕΔΡΙΟΝ: [712, 262, 870, 298]
railway-text: Ἡ ἀρχὴ τῶν ἐργασιῶν τοῦ συνεδρίου ὡρίσθη διὰ τὴν 5ην τοῦ προσεχοῦς μηνός. Ἡ σύγκλησις τοῦ συνεδρίου ἀπεφασίσθη ὑπὸ τῆς ὁμοσπονδίας τῶν σιδηροδρομικῶν καὶ θὰ συζητηθῶσι ζητήματα ἀφορῶντα τὴν συμπλήρωσιν τοῦ ὀργανισμοῦ.: [686, 484, 896, 596]
kino-try: ΔΟΚΙΜΑΣΑΤΕ: [162, 1370, 324, 1395]
clocks-dealer-role: (ΗΛΕΚΤΡΟΛΟΓΟΙ): [188, 1155, 298, 1169]
clinic-text: Δωμάτια εὐήλια, εὐάερα, πολυτελῆ, ἐπιπλωμένα. Ἐπισκέψεις ἀσθενῶν 11—1 καὶ 4—7 μ. μ.: [1163, 889, 1561, 917]
day-to-day-banner: ΑΠΟ ΗΜΕΡΑΣ ΕΙΣ ΗΜΕΡΑΝ: [686, 66, 1578, 136]
english-shoes-heading: ΥΠΟΔΗΜΑΤΑ ΑΓΓΛΙΚΑ: [711, 892, 871, 942]
general-meeting-sub: ΓΕΝΙΚΗΣ ΣΥΝΕΛΕΥΣΕΩΣ: [1263, 536, 1461, 554]
clocks-company: COMPAGNIE POUR LA FABRICATION DES COMPTEURS DE MONTROUGE: [64, 1035, 422, 1071]
anatoli-brand: Η ΑΝΑΤΟΛΗ: [797, 1619, 1067, 1664]
condition-item: ΠΑΡΑΛΥΣΕΙΣ: [1204, 1120, 1274, 1131]
ship-label: Τὸ ἀτμόπλοιον: [28, 776, 112, 789]
kino-subtitle: Τὸ ἀποτελεσματικὸν φάρμακον τοῦ Δρος LAZZARON: [87, 1395, 399, 1409]
conditions-list-right: [1413, 1093, 1520, 1184]
clocks-general-agent: ΑΔΟΛΦΟΣ ΜΠΕΝΒΕΝΙΣΤΕ: [89, 1215, 397, 1240]
petsios-ad: [720, 1450, 1144, 2160]
